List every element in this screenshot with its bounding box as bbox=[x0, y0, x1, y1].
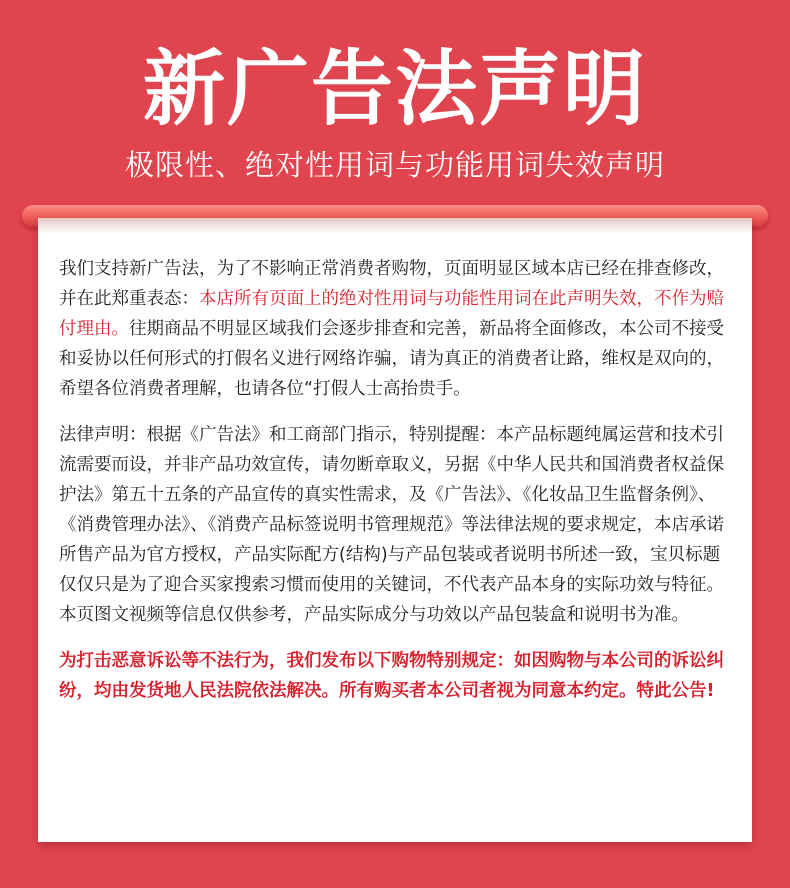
notice-paper bbox=[38, 218, 752, 842]
paper-top-shadow bbox=[38, 218, 752, 234]
statement-text-start: 我们支持新广告法，为了不影响正常消费者购物，页面明显区域本店已经在排查修改，并在此郑重表态： bbox=[59, 259, 724, 309]
statement-highlight: 本店所有页面上的绝对性用词与功能性用词在此声明失效，不作为赔付理由。 bbox=[59, 289, 724, 339]
page-subtitle: 极限性、绝对性用词与功能用词失效声明 bbox=[124, 148, 665, 182]
paragraph-legal-statement: 法律声明：根据《广告法》和工商部门指示，特别提醒：本产品标题纯属运营和技术引流需要而设，并非产品功效宣传，请勿断章取义，另据《中华人民共和国消费者权益保护法》第五十五条的产品宣传的真实性需求，及《广告法》、《化妆品卫生监督条例》、《消费管理办法》、《消费产品标签说明书管理规范》等法律法规的要求规定，本店承诺所售产品为官方授权，产品实际配方(结构)与产品包装或者说明书所述一致，宝贝标题仅仅只是为了迎合买家搜索习惯而使用的关键词，不代表产品本身的实际功效与特征。本页图文视频等信息仅供参考，产品实际成分与功效以产品包装盒和说明书为准。 bbox=[59, 425, 724, 625]
notice-content bbox=[59, 254, 731, 722]
paragraph-statement bbox=[59, 254, 731, 404]
paragraph-special-rules: 为打击恶意诉讼等不法行为，我们发布以下购物特别规定：如因购物与本公司的诉讼纠纷，均由发货地人民法院依法解决。所有购买者本公司者视为同意本约定。特此公告! bbox=[59, 651, 724, 701]
page-title: 新广告法声明 bbox=[142, 42, 647, 137]
statement-text-end: 往期商品不明显区域我们会逐步排查和完善，新品将全面修改，本公司不接受和妥协以任何形式的打假名义进行网络诈骗，请为真正的消费者让路，维权是双向的，希望各位消费者理解，也请各位“打假人士高抬贵手。 bbox=[59, 319, 724, 399]
